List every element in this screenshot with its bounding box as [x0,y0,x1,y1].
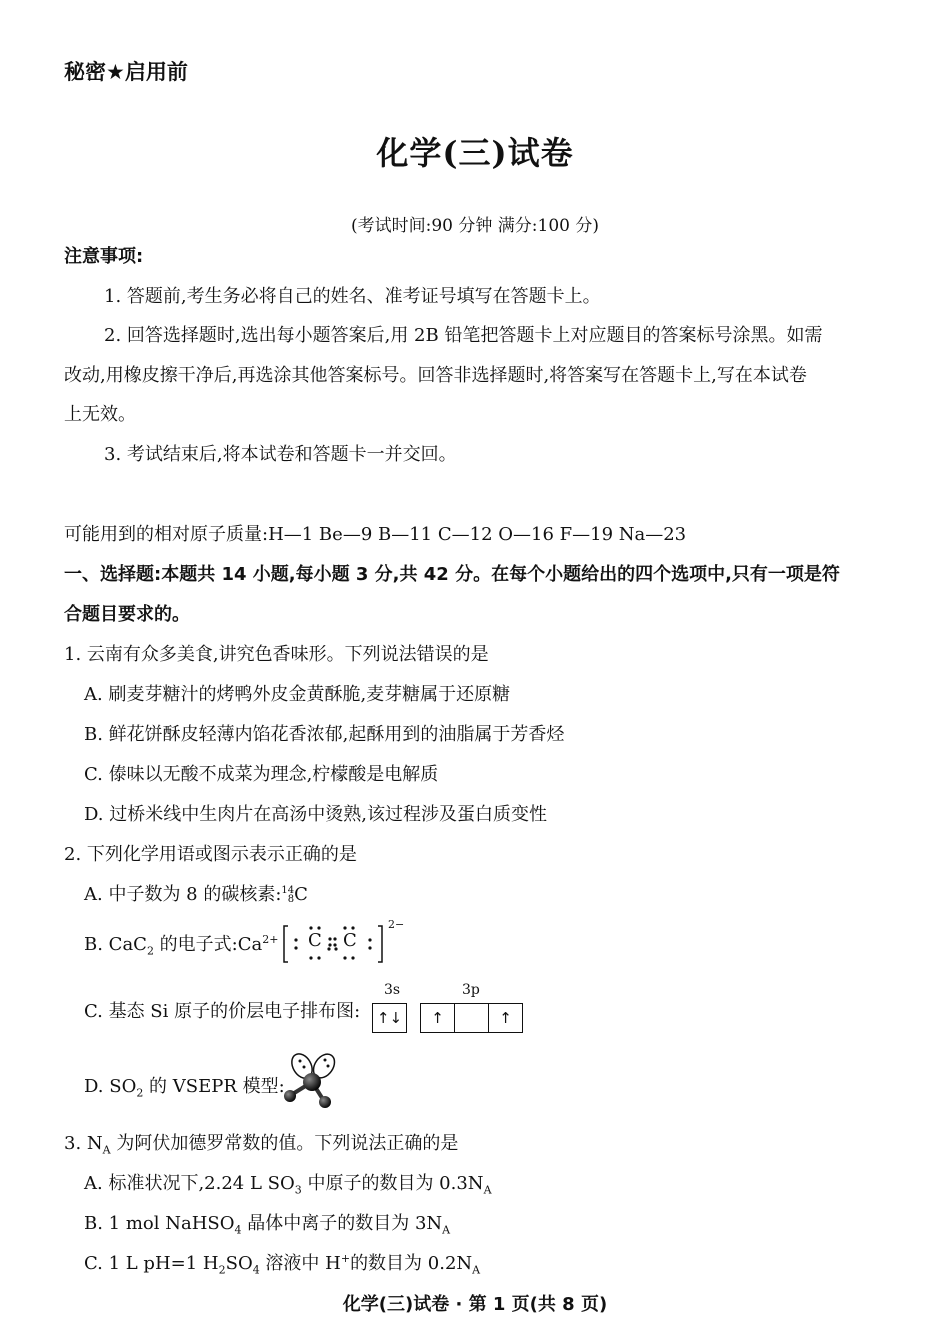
subscript: 4 [252,1263,260,1277]
text: 中原子的数目为 0.3N [301,1173,484,1194]
question-1-stem: 1. 云南有众多美食,讲究色香味形。下列说法错误的是 [64,644,489,665]
question-2-option-c: C. 基态 Si 原子的价层电子排布图: [84,1001,361,1022]
text: A. 标准状况下,2.24 L SO [84,1173,295,1194]
question-2-stem: 2. 下列化学用语或图示表示正确的是 [64,844,357,865]
atomic-number: 8 [287,894,295,905]
text: 的数目为 0.2N [350,1253,473,1274]
text: SO [225,1253,253,1274]
section-heading-line1: 一、选择题:本题共 14 小题,每小题 3 分,共 42 分。在每个小题给出的四个选项中,只有一项是符 [64,564,840,585]
question-2-option-a [84,880,308,906]
exam-info: (考试时间:90 分钟 满分:100 分) [350,216,599,236]
question-1-option-a: A. 刷麦芽糖汁的烤鸭外皮金黄酥脆,麦芽糖属于还原糖 [84,684,511,705]
stem-rest: 为阿伏加德罗常数的值。下列说法正确的是 [110,1133,459,1154]
option-b-prefix: B. CaC [84,934,147,955]
subscript: A [442,1223,451,1237]
notice-heading: 注意事项: [64,246,144,267]
notice-item-2-line3: 上无效。 [64,404,136,425]
subscript: A [102,1143,111,1157]
mass-number: 14 [281,885,295,896]
carbide-charge: 2− [388,918,405,931]
section-heading-line2: 合题目要求的。 [64,604,190,625]
question-1-option-c: C. 傣味以无酸不成菜为理念,柠檬酸是电解质 [84,764,439,785]
orbital-label-3p: 3p [462,982,480,998]
carbon-atom-1: C [308,930,322,951]
paired-electron-icon: ↑↓ [376,1009,403,1027]
question-3-option-b [84,1209,450,1237]
question-3-option-a [84,1169,492,1197]
up-electron-icon: ↑ [499,1009,512,1027]
subscript: A [483,1183,492,1197]
question-1-option-b: B. 鲜花饼酥皮轻薄内馅花香浓郁,起酥用到的油脂属于芳香烃 [84,724,565,745]
up-electron-icon: ↑ [421,1004,455,1032]
subscript: 3 [294,1183,302,1197]
carbon-symbol: C [294,884,308,905]
calcium-charge: 2+ [262,933,279,946]
subscript: 2 [146,944,154,958]
superscript: + [340,1252,351,1265]
text: 溶液中 H [259,1253,341,1274]
question-2-option-b [84,930,278,958]
question-3-stem [64,1129,458,1157]
notice-item-1: 1. 答题前,考生务必将自己的姓名、准考证号填写在答题卡上。 [104,286,601,307]
option-d-suffix: 的 VSEPR 模型: [143,1076,285,1097]
so2-vsepr-model-image [280,1048,344,1110]
notice-item-2-line2: 改动,用橡皮擦干净后,再选涂其他答案标号。回答非选择题时,将答案写在答题卡上,写在本试卷 [64,365,807,386]
question-2-option-d [84,1072,285,1100]
subscript: A [472,1263,481,1277]
subscript: 2 [218,1263,226,1277]
carbon-atom-2: C [343,930,357,951]
question-3-option-c [84,1249,480,1277]
atomic-mass-line: 可能用到的相对原子质量:H—1 Be—9 B—11 C—12 O—16 F—19 Na—23 [64,524,687,545]
question-1-option-d: D. 过桥米线中生肉片在高汤中烫熟,该过程涉及蛋白质变性 [84,804,547,825]
option-b-mid: 的电子式:Ca [153,934,263,955]
option-a-text: A. 中子数为 8 的碳核素: [84,884,282,905]
text: C. 1 L pH=1 H [84,1253,219,1274]
option-d-prefix: D. SO [84,1076,137,1097]
stem-prefix: 3. N [64,1133,103,1154]
orbital-box-3s [372,1003,407,1033]
empty-orbital [455,1004,489,1032]
subscript: 4 [234,1223,242,1237]
text: 晶体中离子的数目为 3N [241,1213,443,1234]
exam-title: 化学(三)试卷 [376,134,574,172]
subscript: 2 [136,1086,144,1100]
notice-item-3: 3. 考试结束后,将本试卷和答题卡一并交回。 [104,444,457,465]
orbital-box-3p [420,1003,523,1033]
orbital-label-3s: 3s [384,982,401,998]
confidential-label: 秘密★启用前 [64,60,188,84]
text: B. 1 mol NaHSO [84,1213,235,1234]
page-footer: 化学(三)试卷 · 第 1 页(共 8 页) [342,1294,608,1315]
notice-item-2-line1: 2. 回答选择题时,选出每小题答案后,用 2B 铅笔把答题卡上对应题目的答案标号涂黑。如需 [104,325,823,346]
